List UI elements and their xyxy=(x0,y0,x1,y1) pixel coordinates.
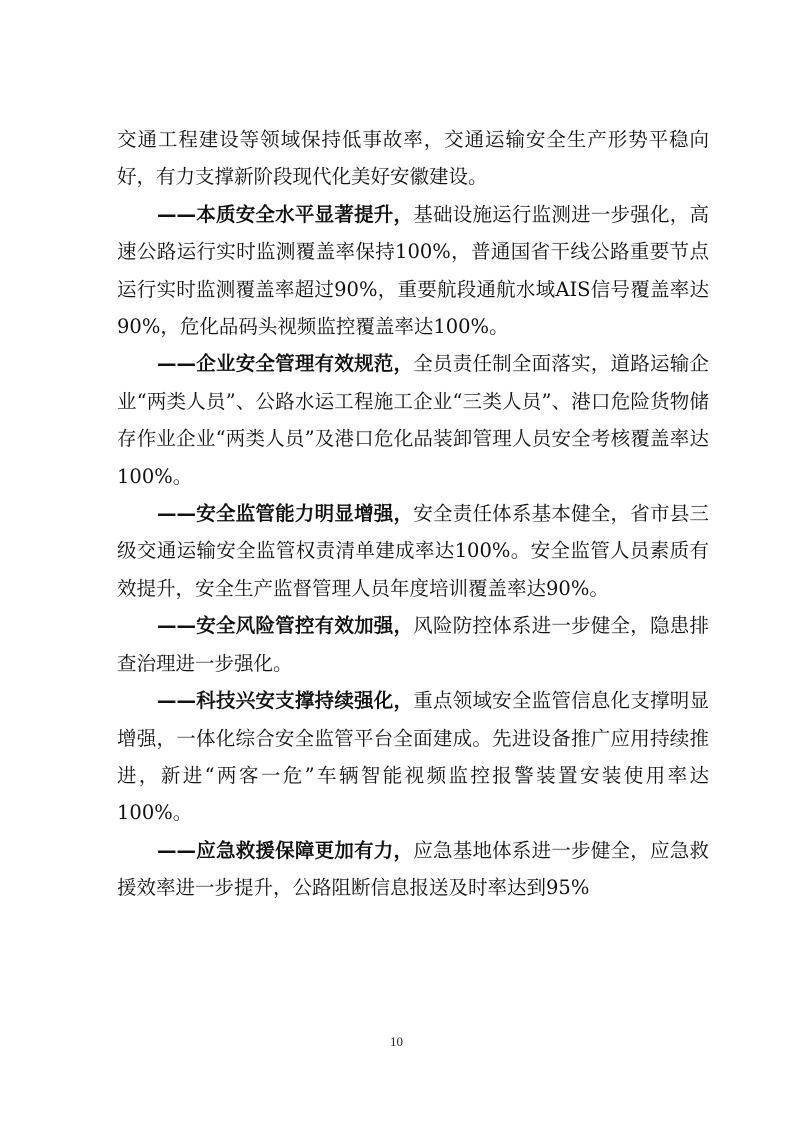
paragraph-heading: ——安全风险管控有效加强， xyxy=(157,614,414,638)
paragraph-technology-support xyxy=(117,682,709,832)
paragraph-text: 交通工程建设等领域保持低事故率，交通运输安全生产形势平稳向好，有力支撑新阶段现代化美好安徽建设。 xyxy=(117,128,709,189)
paragraph-text: 重点领域安全监管信息化支撑明显增强，一体化综合安全监管平台全面建成。先进设备推广应用持续推进，新进“两客一危”车辆智能视频监控报警装置安装使用率达100%。 xyxy=(117,689,709,825)
paragraph-continuation xyxy=(117,121,709,196)
paragraph-heading: ——科技兴安支撑持续强化， xyxy=(157,689,414,713)
paragraph-supervision-capability xyxy=(117,495,709,607)
paragraph-heading: ——企业安全管理有效规范， xyxy=(157,352,414,376)
paragraph-intrinsic-safety xyxy=(117,196,709,346)
paragraph-text: 基础设施运行监测进一步强化，高速公路运行实时监测覆盖率保持100%，普通国省干线公路重要节点运行实时监测覆盖率超过90%，重要航段通航水域AIS信号覆盖率达90%，危化品码头视频监控覆盖率达100%。 xyxy=(117,202,709,339)
paragraph-heading: ——安全监管能力明显增强， xyxy=(157,502,414,526)
paragraph-risk-control xyxy=(117,607,709,682)
paragraph-text: 安全责任体系基本健全，省市县三级交通运输安全监管权责清单建成率达100%。安全监管人员素质有效提升，安全生产监督管理人员年度培训覆盖率达90%。 xyxy=(117,502,709,600)
paragraph-heading: ——本质安全水平显著提升， xyxy=(157,202,414,226)
paragraph-enterprise-management xyxy=(117,345,709,495)
paragraph-emergency-rescue xyxy=(117,832,709,907)
paragraph-text: 风险防控体系进一步健全，隐患排查治理进一步强化。 xyxy=(117,614,709,675)
page-number: 10 xyxy=(390,1034,403,1049)
paragraph-heading: ——应急救援保障更加有力， xyxy=(157,838,414,862)
paragraph-text: 全员责任制全面落实，道路运输企业“两类人员”、公路水运工程施工企业“三类人员”、港口危险货物储存作业企业“两类人员”及港口危化品装卸管理人员安全考核覆盖率达100%。 xyxy=(117,352,709,488)
paragraph-text: 应急基地体系进一步健全，应急救援效率进一步提升，公路阻断信息报送及时率达到95% xyxy=(117,838,709,900)
document-body xyxy=(117,121,709,907)
